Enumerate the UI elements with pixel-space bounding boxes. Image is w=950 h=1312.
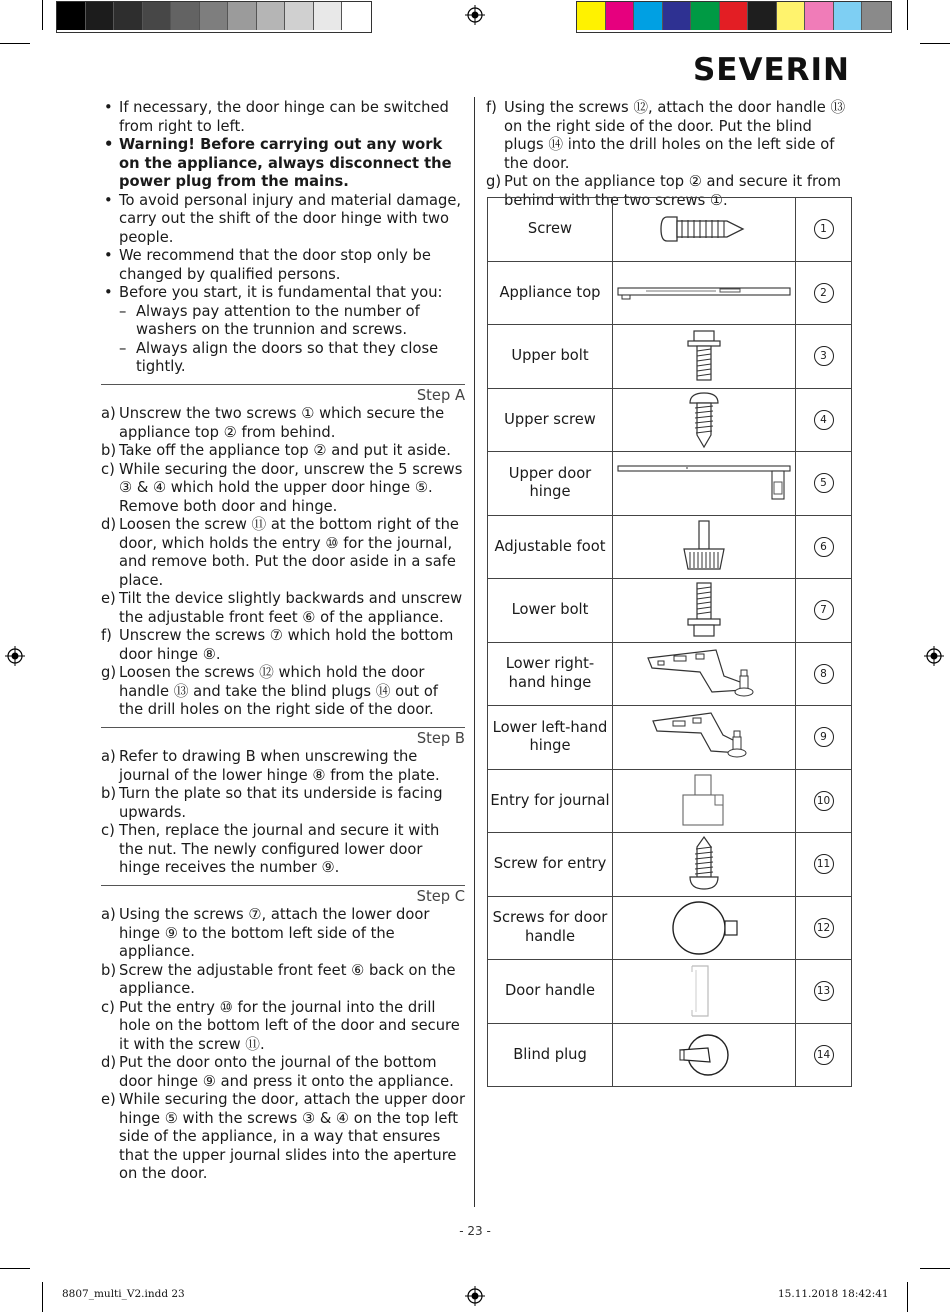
part-name: Entry for journal <box>488 769 613 833</box>
registration-mark-icon <box>465 5 485 25</box>
table-row <box>488 388 852 452</box>
step-item-label: e) <box>101 590 116 607</box>
crop-mark <box>920 1268 950 1269</box>
column-divider <box>474 97 475 1207</box>
intro-bullet: • If necessary, the door hinge can be switched from right to left. <box>101 99 465 136</box>
part-number: 3 <box>814 346 834 366</box>
step-item <box>101 461 465 517</box>
step-item-text: Put the entry ⑩ for the journal into the drill hole on the bottom left of the door and secure it with the screw ⑪. <box>119 998 460 1053</box>
color-swatch <box>342 2 371 30</box>
part-number: 10 <box>814 791 834 811</box>
step-item <box>101 405 465 442</box>
table-row <box>488 706 852 770</box>
lower-bolt-icon <box>684 581 724 639</box>
right-column <box>486 99 850 210</box>
part-name: Screw <box>488 198 613 262</box>
step-item <box>101 590 465 627</box>
handle-screw-icon <box>669 899 739 957</box>
color-swatch <box>862 2 891 30</box>
warning-bullet: • Warning! Before carrying out any work on the appliance, always disconnect the power plug from the mains. <box>101 136 465 192</box>
step-b-heading: Step B <box>101 727 465 749</box>
part-number: 12 <box>814 918 834 938</box>
adjustable-foot-icon <box>674 519 734 575</box>
upper-bolt-icon <box>684 328 724 384</box>
color-swatch <box>143 2 172 30</box>
crop-mark <box>42 1282 43 1312</box>
part-number: 4 <box>814 410 834 430</box>
registration-mark-icon <box>465 1286 485 1306</box>
step-item-text: Put the door onto the journal of the bottom door hinge ⑨ and press it onto the appliance. <box>119 1054 454 1090</box>
color-swatch <box>285 2 314 30</box>
part-number: 8 <box>814 664 834 684</box>
appliance-top-icon <box>616 283 792 303</box>
step-item-text: While securing the door, unscrew the 5 screws ③ & ④ which hold the upper door hinge ⑤. Remove both door and hinge. <box>119 460 463 515</box>
step-item <box>101 1091 465 1184</box>
table-row <box>488 515 852 579</box>
step-item <box>101 748 465 785</box>
color-swatch <box>200 2 229 30</box>
upper-door-hinge-icon <box>616 462 792 504</box>
part-number: 13 <box>814 981 834 1001</box>
step-item <box>101 962 465 999</box>
step-item <box>101 906 465 962</box>
color-swatch <box>257 2 286 30</box>
color-swatch <box>634 2 663 30</box>
table-row <box>488 1023 852 1087</box>
table-row <box>488 452 852 516</box>
part-name: Adjustable foot <box>488 515 613 579</box>
color-swatch <box>720 2 749 30</box>
entry-screw-icon <box>686 835 722 893</box>
step-item-text: Unscrew the two screws ① which secure the appliance top ② from behind. <box>119 405 445 441</box>
crop-mark <box>0 1268 30 1269</box>
step-item-text: Using the screws ⑫, attach the door handle ⑬ on the right side of the door. Put the blind plugs ⑭ into the drill holes on the left side of the door. <box>504 99 846 172</box>
footer-filename: 8807_multi_V2.indd 23 <box>62 1288 185 1300</box>
step-a-heading: Step A <box>101 384 465 406</box>
color-swatch <box>805 2 834 30</box>
color-swatch <box>314 2 343 30</box>
step-item-label: a) <box>101 748 116 765</box>
step-item <box>486 99 850 173</box>
step-item <box>101 999 465 1055</box>
step-item-label: g) <box>486 173 502 190</box>
color-swatch <box>228 2 257 30</box>
step-b-list <box>101 748 465 878</box>
part-name: Blind plug <box>488 1023 613 1087</box>
step-item-text: Loosen the screws ⑫ which hold the door handle ⑬ and take the blind plugs ⑭ out of the drill holes on the right side of the door. <box>119 664 438 718</box>
step-item-label: d) <box>101 516 117 533</box>
color-swatch <box>57 2 86 30</box>
step-item-text: Tilt the device slightly backwards and unscrew the adjustable front feet ⑥ of the appliance. <box>119 590 463 626</box>
step-item-label: f) <box>101 627 112 644</box>
step-item <box>101 1054 465 1091</box>
step-item-text: Unscrew the screws ⑦ which hold the bottom door hinge ⑧. <box>119 627 454 663</box>
crop-mark <box>0 43 30 44</box>
color-swatch <box>171 2 200 30</box>
sub-item: – Always pay attention to the number of washers on the trunnion and screws. <box>101 303 465 340</box>
color-swatch <box>748 2 777 30</box>
step-item-text: Turn the plate so that its underside is facing upwards. <box>119 785 443 821</box>
left-column <box>101 99 465 1184</box>
step-item <box>101 822 465 878</box>
step-a-list <box>101 405 465 720</box>
step-c-heading: Step C <box>101 885 465 907</box>
table-row <box>488 198 852 262</box>
registration-mark-icon <box>5 646 25 666</box>
table-row <box>488 769 852 833</box>
crop-mark <box>907 1282 908 1312</box>
step-item-label: c) <box>101 822 115 839</box>
part-number: 5 <box>814 473 834 493</box>
part-name: Screws for door handle <box>488 896 613 960</box>
intro-bullet: • We recommend that the door stop only be changed by qualified persons. <box>101 247 465 284</box>
step-item-label: b) <box>101 961 117 979</box>
brand-logo: SEVERIN <box>692 52 850 88</box>
step-item-text: Then, replace the journal and secure it with the nut. The newly configured lower door hinge receives the number ⑨. <box>119 822 440 876</box>
part-name: Appliance top <box>488 261 613 325</box>
step-item-label: d) <box>101 1054 117 1071</box>
step-item-text: Using the screws ⑦, attach the lower door hinge ⑨ to the bottom left side of the appliance. <box>119 906 430 960</box>
step-item-label: b) <box>101 442 117 459</box>
crop-mark <box>920 43 950 44</box>
color-swatch <box>577 2 606 30</box>
step-item-text: Refer to drawing B when unscrewing the journal of the lower hinge ⑧ from the plate. <box>119 748 440 784</box>
step-item-label: c) <box>101 998 115 1016</box>
step-item-text: Screw the adjustable front feet ⑥ back on the appliance. <box>119 961 456 997</box>
color-swatch <box>834 2 863 30</box>
step-item-text: Put on the appliance top ② and secure it from behind with the two screws ①. <box>504 173 842 209</box>
step-item <box>101 627 465 664</box>
part-number: 7 <box>814 600 834 620</box>
blind-plug-icon <box>674 1030 734 1080</box>
part-number: 2 <box>814 283 834 303</box>
step-item-text: While securing the door, attach the upper door hinge ⑤ with the screws ③ & ④ on the top left side of the appliance, in a way that ensures that the upper journal slides into the aperture on the door. <box>119 1091 466 1182</box>
crop-mark <box>907 0 908 30</box>
part-name: Upper bolt <box>488 325 613 389</box>
step-item-text: Take off the appliance top ② and put it aside. <box>119 442 451 459</box>
step-item <box>101 516 465 590</box>
table-row <box>488 896 852 960</box>
step-item-label: a) <box>101 906 116 923</box>
color-swatch <box>663 2 692 30</box>
intro-bullet: • To avoid personal injury and material damage, carry out the shift of the door hinge with two people. <box>101 192 465 248</box>
step-item-label: e) <box>101 1091 116 1108</box>
step-item-text: Loosen the screw ⑪ at the bottom right of the door, which holds the entry ⑩ for the journal, and remove both. Put the door aside in a safe place. <box>119 516 459 589</box>
page-number: - 23 - <box>459 1224 491 1238</box>
table-row <box>488 642 852 706</box>
part-name: Screw for entry <box>488 833 613 897</box>
step-item-label: b) <box>101 785 117 802</box>
part-name: Upper door hinge <box>488 452 613 516</box>
screw-icon <box>659 209 749 249</box>
door-handle-icon <box>684 962 724 1020</box>
parts-table <box>487 197 852 1087</box>
lower-right-hinge-icon <box>644 646 764 702</box>
sub-item: – Always align the doors so that they close tightly. <box>101 340 465 377</box>
step-item-label: a) <box>101 405 116 422</box>
color-swatch <box>691 2 720 30</box>
table-row <box>488 579 852 643</box>
part-number: 9 <box>814 727 834 747</box>
color-bar-grayscale <box>56 1 372 33</box>
part-number: 6 <box>814 537 834 557</box>
color-swatch <box>606 2 635 30</box>
table-row <box>488 325 852 389</box>
step-item-label: c) <box>101 460 115 478</box>
step-item-label: f) <box>486 99 497 116</box>
crop-mark <box>42 0 43 30</box>
table-row <box>488 833 852 897</box>
part-number: 14 <box>814 1045 834 1065</box>
registration-mark-icon <box>924 646 944 666</box>
table-row <box>488 261 852 325</box>
step-item <box>101 442 465 461</box>
part-name: Upper screw <box>488 388 613 452</box>
intro-bullet: • Before you start, it is fundamental that you: <box>101 284 465 303</box>
step-item <box>101 664 465 720</box>
table-row <box>488 960 852 1024</box>
part-number: 1 <box>814 219 834 239</box>
part-name: Lower right-hand hinge <box>488 642 613 706</box>
part-name: Lower bolt <box>488 579 613 643</box>
color-bar-process <box>576 1 892 33</box>
footer-datetime: 15.11.2018 18:42:41 <box>778 1288 889 1300</box>
step-item-label: g) <box>101 664 117 681</box>
step-c-list <box>101 906 465 1184</box>
lower-left-hinge-icon <box>649 709 759 765</box>
color-swatch <box>86 2 115 30</box>
upper-screw-icon <box>686 391 722 449</box>
journal-entry-icon <box>679 773 729 829</box>
part-name: Door handle <box>488 960 613 1024</box>
color-swatch <box>777 2 806 30</box>
color-swatch <box>114 2 143 30</box>
part-name: Lower left-hand hinge <box>488 706 613 770</box>
part-number: 11 <box>814 854 834 874</box>
step-item <box>101 785 465 822</box>
